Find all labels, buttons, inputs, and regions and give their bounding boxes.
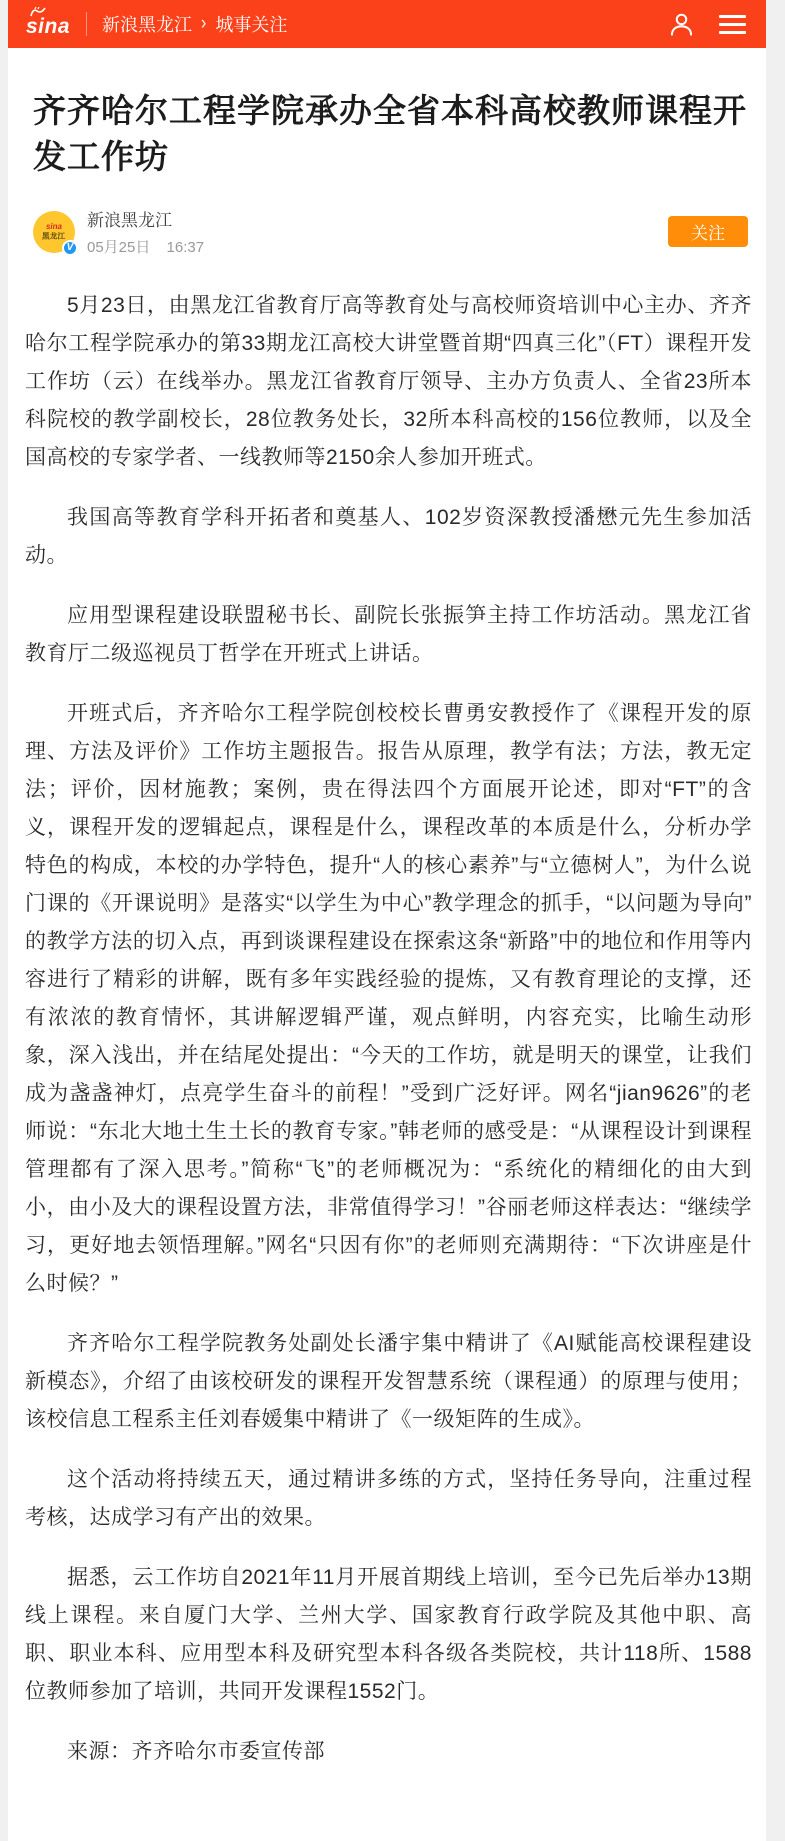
sina-logo-text: sina [26, 15, 71, 38]
article-paragraph: 应用型课程建设联盟秘书长、副院长张振笋主持工作坊活动。黑龙江省教育厅二级巡视员丁哲学在开班式上讲话。 [25, 604, 752, 665]
article-body [8, 257, 766, 1841]
breadcrumb-section-link[interactable]: 城事关注 [215, 15, 288, 35]
avatar[interactable] [33, 211, 75, 253]
page-card [8, 0, 766, 1841]
avatar-logo-text: sina [45, 221, 62, 231]
navbar-actions [668, 11, 746, 38]
article-paragraph: 这个活动将持续五天，通过精讲多练的方式，坚持任务导向，注重过程考核，达成学习有产出的效果。 [25, 1468, 752, 1529]
breadcrumb-separator: › [201, 13, 207, 34]
author-row [33, 206, 748, 257]
verified-badge-icon: V [62, 240, 78, 256]
article-paragraph: 齐齐哈尔工程学院教务处副处长潘宇集中精讲了《AI赋能高校课程建设新模态》，介绍了由该校研发的课程开发智慧系统（课程通）的原理与使用；该校信息工程系主任刘春媛集中精讲了《一级矩阵的生成》。 [25, 1332, 752, 1431]
author-name[interactable]: 新浪黑龙江 [87, 211, 172, 230]
hamburger-icon[interactable] [719, 15, 746, 34]
navbar-divider [86, 12, 87, 36]
article-paragraph: 我国高等教育学科开拓者和奠基人、102岁资深教授潘懋元先生参加活动。 [25, 506, 752, 567]
publish-datetime [87, 236, 204, 257]
article-paragraph: 5月23日，由黑龙江省教育厅高等教育处与高校师资培训中心主办、齐齐哈尔工程学院承办的第33期龙江高校大讲堂暨首期“四真三化”（FT）课程开发工作坊（云）在线举办。黑龙江省教育厅领导、主办方负责人、全省23所本科院校的教学副校长，28位教务处长，32所本科高校的156位教师，以及全国高校的专家学者、一线教师等2150余人参加开班式。 [25, 294, 752, 469]
author-meta [87, 206, 204, 257]
avatar-region-text: 黑龙江 [42, 231, 66, 240]
follow-button[interactable]: 关注 [668, 216, 748, 247]
top-navbar [8, 0, 766, 48]
page-title: 齐齐哈尔工程学院承办全省本科高校教师课程开发工作坊 [33, 92, 747, 175]
user-icon[interactable] [668, 11, 695, 38]
sina-logo-eye-icon [29, 6, 47, 18]
breadcrumb-site-link[interactable]: 新浪黑龙江 [102, 15, 193, 35]
breadcrumb [102, 11, 287, 37]
article-paragraph: 据悉，云工作坊自2021年11月开展首期线上培训，至今已先后举办13期线上课程。来自厦门大学、兰州大学、国家教育行政学院及其他中职、高职、职业本科、应用型本科及研究型本科各级各类院校，共计118所、1588位教师参加了培训，共同开发课程1552门。 [25, 1566, 752, 1703]
article-paragraph: 来源：齐齐哈尔市委宣传部 [67, 1740, 325, 1763]
publish-date: 05月25日 [87, 239, 151, 256]
article-paragraph: 开班式后，齐齐哈尔工程学院创校校长曹勇安教授作了《课程开发的原理、方法及评价》工作坊主题报告。报告从原理，教学有法；方法，教无定法；评价，因材施教；案例，贵在得法四个方面展开论述，即对“FT”的含义，课程开发的逻辑起点，课程是什么，课程改革的本质是什么，分析办学特色的构成，本校的办学特色，提升“人的核心素养”与“立德树人”，为什么说门课的《开课说明》是落实“以学生为中心”教学理念的抓手，“以问题为导向”的教学方法的切入点，再到谈课程建设在探索这条“新路”中的地位和作用等内容进行了精彩的讲解，既有多年实践经验的提炼，又有教育理论的支撑，还有浓浓的教育情怀，其讲解逻辑严谨，观点鲜明，内容充实，比喻生动形象，深入浅出，并在结尾处提出：“今天的工作坊，就是明天的课堂，让我们成为盏盏神灯，点亮学生奋斗的前程！”受到广泛好评。网名“jian9626”的老师说：“东北大地土生土长的教育专家。”韩老师的感受是：“从课程设计到课程管理都有了深入思考。”简称“飞”的老师概况为：“系统化的精细化的由大到小，由小及大的课程设置方法，非常值得学习！”谷丽老师这样表达：“继续学习，更好地去领悟理解。”网名“只因有你”的老师则充满期待：“下次讲座是什么时候？” [25, 702, 752, 1295]
publish-time: 16:37 [166, 239, 205, 256]
sina-logo-icon[interactable] [26, 9, 70, 39]
